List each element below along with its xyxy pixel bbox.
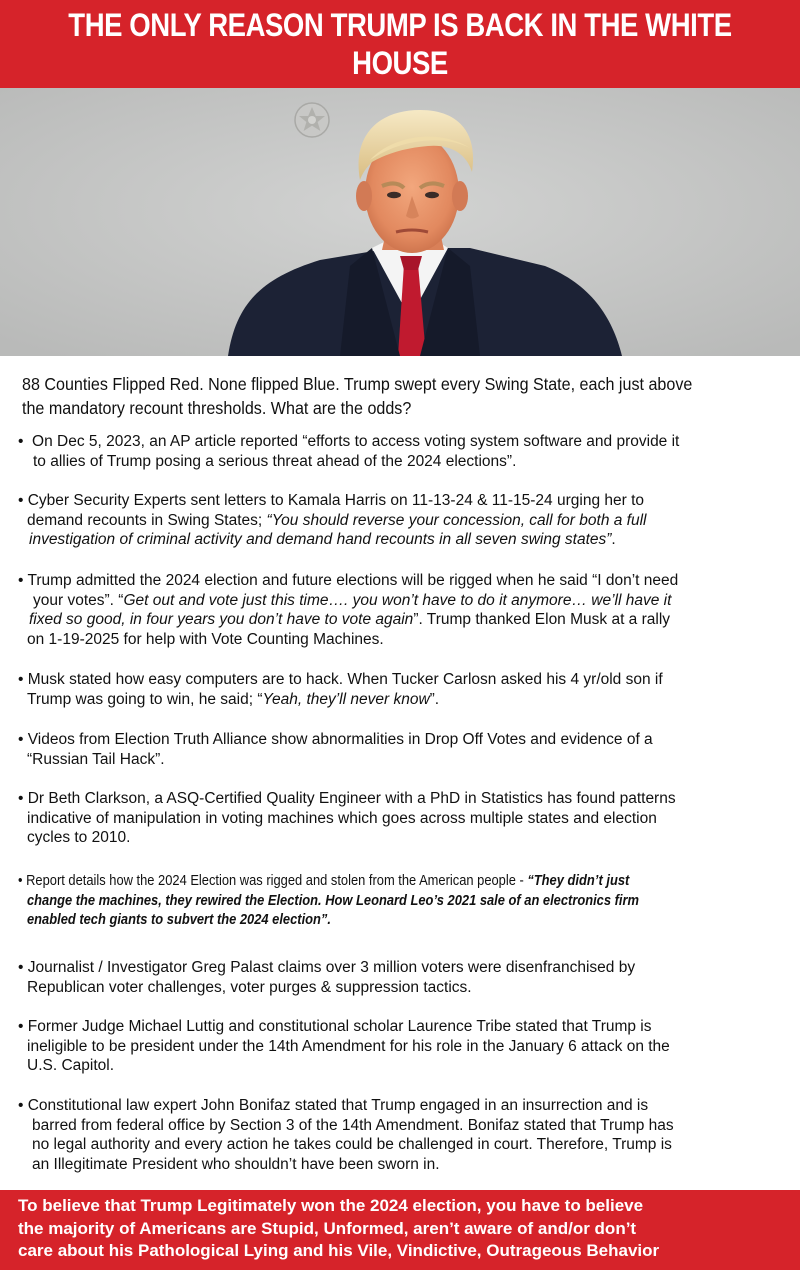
bullet-text: your votes”. “ xyxy=(33,591,124,609)
conclusion-line-2: the majority of Americans are Stupid, Unformed, aren’t aware of and/or don’t xyxy=(18,1218,637,1238)
bullet-text: Bonifaz stated that Trump has xyxy=(467,1116,674,1134)
bullet-text: to allies of Trump posing a serious threat ahead of the 2024 elections”. xyxy=(33,452,517,470)
bullet-cyber-experts: • Cyber Security Experts sent letters to Kamala Harris on 11-13-24 & 11-15-24 urging her to demand recounts in Swing States; “You should reverse your concession, call for both a full investigation of criminal activity and demand hand recounts in all seven swing states”. xyxy=(18,492,647,548)
bullet-trump-admitted: • Trump admitted the 2024 election and future elections will be rigged when he said “I don’t need your votes”. “Get out and vote just this time…. you won’t have to do it anymore… we’ll have it fixed so good, in four years you don’t have to vote again”. Trump thanked Elon Musk at a rally on 1-19-2025 for help with Vote Counting Machines. xyxy=(18,571,793,649)
bullet-quote: fixed so good, in four years you don’t have to vote again xyxy=(29,611,414,628)
bullet-ap-article: • On Dec 5, 2023, an AP article reported “efforts to access voting system software and provide it to allies of Trump posing a serious threat ahead of the 2024 elections”. xyxy=(18,432,793,471)
bullet-quote: “They didn’t just xyxy=(527,872,630,889)
bullet-election-truth-alliance: • Videos from Election Truth Alliance show abnormalities in Drop Off Votes and evidence of a “Russian Tail Hack”. xyxy=(18,730,793,769)
bullet-text: Trump admitted the 2024 election and future elections will be rigged when he said “I don’t need xyxy=(27,572,679,589)
bullet-text: cycles to 2010. xyxy=(27,829,131,846)
bullet-bonifaz: • Constitutional law expert John Bonifaz stated that Trump engaged in an insurrection and is barred from federal office by Section 3 of the 14th Amendment. Bonifaz stated that Trump has no legal authority and every action he takes could be challenged in court. Therefore, Trump is an Illegitimate President who shouldn’t have been sworn in. xyxy=(18,1096,793,1174)
intro-statement xyxy=(22,372,786,420)
bullet-text: Dr Beth Clarkson, a ASQ-Certified Quality Engineer with a PhD in Statistics has found patterns xyxy=(27,790,676,807)
bullet-text: Trump was going to win, he said; “ xyxy=(27,690,263,708)
bullet-text: On Dec 5, 2023, an AP article reported “efforts to access voting system software and provide it xyxy=(32,433,680,450)
bullet-text: U.S. Capitol. xyxy=(27,1057,115,1074)
portrait-photo xyxy=(0,88,800,356)
bullet-text: “Russian Tail Hack”. xyxy=(27,750,165,768)
bullet-report-details: • Report details how the 2024 Election was rigged and stolen from the American people - “They didn’t just change the machines, they rewired the Election. How Leonard Leo’s 2021 sale of an electronics firm enabled tech giants to subvert the 2024 election”. xyxy=(18,872,639,928)
bullet-musk: • Musk stated how easy computers are to hack. When Tucker Carlosn asked his 4 yr/old son if Trump was going to win, he said; “Yeah, they’ll never know”. xyxy=(18,671,663,708)
bullet-text: Therefore, Trump is xyxy=(532,1136,672,1153)
bullet-quote: investigation of criminal activity and demand hand recounts in all seven swing states” xyxy=(29,531,612,548)
bullet-text: ”. Trump thanked Elon Musk at a rally xyxy=(413,611,671,628)
bullet-quote: Yeah, they’ll never know xyxy=(262,690,430,708)
bullet-text: no legal authority and every action he takes could be challenged in court. xyxy=(32,1136,533,1153)
conclusion-line-3: care about his Pathological Lying and his Vile, Vindictive, Outrageous Behavior xyxy=(18,1241,660,1260)
bullet-text: an Illegitimate President who shouldn’t have been sworn in. xyxy=(32,1155,440,1173)
bullet-text: Constitutional law expert John Bonifaz stated that Trump engaged in an insurrection and is xyxy=(27,1097,649,1114)
bullet-text: . xyxy=(611,531,616,548)
bullet-quote: “You should reverse your concession, call for both a full xyxy=(266,511,647,529)
intro-line-1: 88 Counties Flipped Red. None flipped Blue. Trump swept every Swing State, each just above xyxy=(22,374,693,394)
bullet-text: Republican voter challenges, voter purges & suppression tactics. xyxy=(27,978,472,996)
bullet-text: demand recounts in Swing States; xyxy=(27,511,267,529)
bullet-text: indicative of manipulation in voting machines which goes across multiple states and election xyxy=(27,809,657,827)
bullet-text: barred from federal office by Section 3 of the 14th Amendment. xyxy=(32,1116,468,1134)
bullet-beth-clarkson: • Dr Beth Clarkson, a ASQ-Certified Quality Engineer with a PhD in Statistics has found patterns indicative of manipulation in voting machines which goes across multiple states and election cycles to 2010. xyxy=(18,789,793,848)
bullet-quote: change the machines, they rewired the Election. How Leonard Leo’s 2021 sale of an electronics firm xyxy=(27,891,639,909)
conclusion-line-1: To believe that Trump Legitimately won the 2024 election, you have to believe xyxy=(18,1196,644,1215)
bullet-text: on 1-19-2025 for help with Vote Counting Machines. xyxy=(27,630,384,648)
bullet-greg-palast: • Journalist / Investigator Greg Palast claims over 3 million voters were disenfranchised by Republican voter challenges, voter purges & suppression tactics. xyxy=(18,958,793,997)
bullet-luttig-tribe: • Former Judge Michael Luttig and constitutional scholar Laurence Tribe stated that Trump is ineligible to be president under the 14th Amendment for his role in the January 6 attack on the U.S. Capitol. xyxy=(18,1017,793,1076)
bullet-quote: enabled tech giants to subvert the 2024 election”. xyxy=(27,911,331,928)
headline-line-1: THE ONLY REASON TRUMP IS BACK IN THE WHITE HOUSE xyxy=(68,7,732,81)
seal-emblem xyxy=(295,103,329,137)
intro-line-2: the mandatory recount thresholds. What are the odds? xyxy=(22,398,412,418)
headline-banner xyxy=(0,0,800,88)
bullet-text: Musk stated how easy computers are to hack. When Tucker Carlosn asked his 4 yr/old son if xyxy=(27,671,663,688)
bullet-text: ”. xyxy=(429,690,440,708)
bullet-text: Journalist / Investigator Greg Palast claims over 3 million voters were disenfranchised by xyxy=(27,959,636,976)
conclusion-banner xyxy=(0,1190,800,1270)
bullet-quote: Get out and vote just this time…. you won’t have to do it anymore… we’ll have it xyxy=(123,591,672,609)
bullet-text: Cyber Security Experts sent letters to Kamala Harris on 11-13-24 & 11-15-24 urging her to xyxy=(27,492,645,509)
bullet-text: ineligible to be president under the 14th Amendment for his role in the January 6 attack on the xyxy=(27,1037,670,1055)
bullet-text: Report details how the 2024 Election was rigged and stolen from the American people - xyxy=(26,872,528,889)
bullet-text: Videos from Election Truth Alliance show abnormalities in Drop Off Votes and evidence of a xyxy=(27,731,653,748)
bullet-text: Former Judge Michael Luttig and constitutional scholar Laurence Tribe stated that Trump is xyxy=(27,1018,652,1035)
